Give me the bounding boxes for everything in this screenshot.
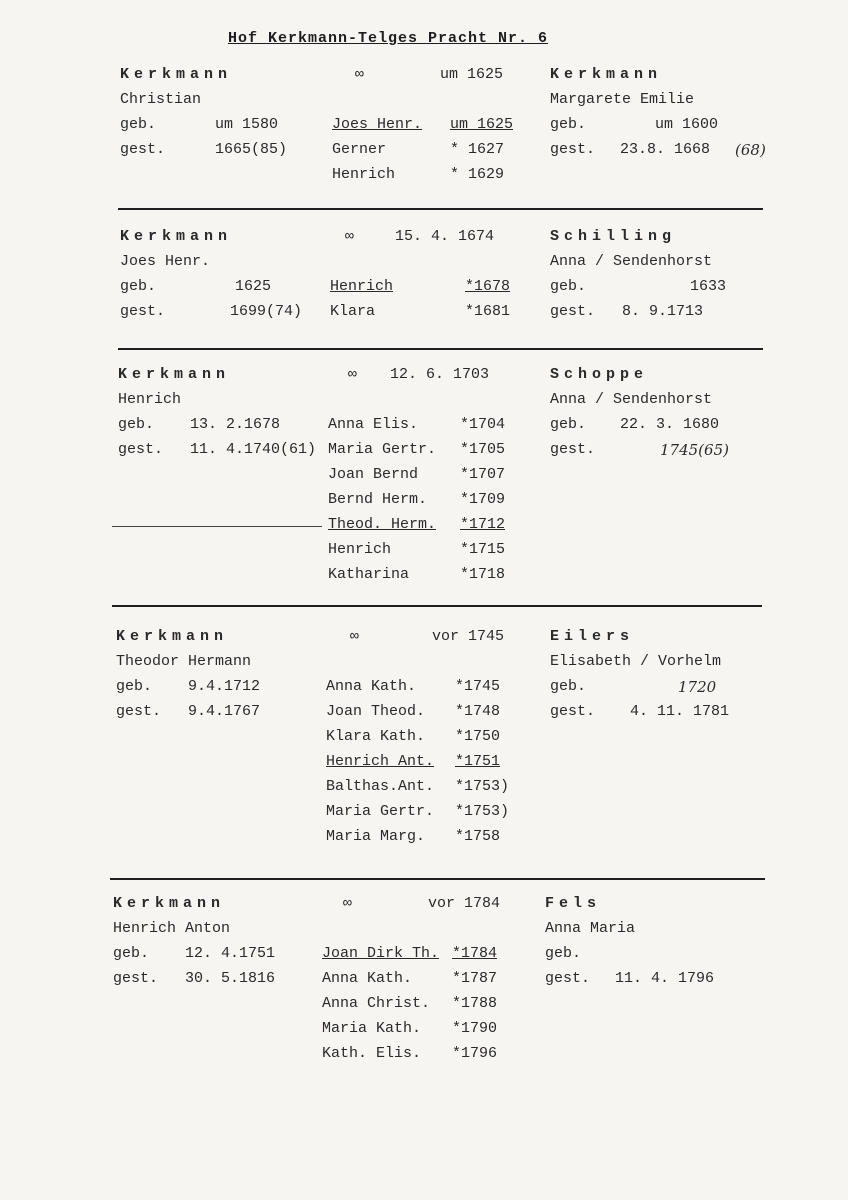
child-date: *1709 — [460, 491, 506, 508]
husband-died-label: gest. — [116, 703, 162, 720]
wife-died: 11. 4. 1796 — [615, 970, 715, 987]
husband-died-label: gest. — [118, 441, 164, 458]
wife-given: Elisabeth / Vorhelm — [550, 653, 722, 670]
child-date: *1758 — [455, 828, 501, 845]
child-name: Joan Bernd — [328, 466, 419, 483]
child-name: Anna Kath. — [326, 678, 417, 695]
wife-surname: Schilling — [550, 228, 677, 245]
husband-born: um 1580 — [215, 116, 279, 133]
wife-died: 23.8. 1668 — [620, 141, 711, 158]
child-name: Anna Kath. — [322, 970, 413, 987]
marriage-date: 15. 4. 1674 — [395, 228, 495, 245]
child-date: *1750 — [455, 728, 501, 745]
wife-born-label: geb. — [550, 678, 587, 695]
child-date: *1745 — [455, 678, 501, 695]
husband-born-label: geb. — [116, 678, 153, 695]
child-name: Katharina — [328, 566, 410, 583]
husband-given: Henrich Anton — [113, 920, 231, 937]
wife-died-label: gest. — [550, 703, 596, 720]
husband-born-label: geb. — [113, 945, 150, 962]
husband-surname: Kerkmann — [116, 628, 229, 645]
wife-born-label: geb. — [550, 416, 587, 433]
child-name: Bernd Herm. — [328, 491, 428, 508]
husband-died: 11. 4.1740(61) — [190, 441, 317, 458]
child-date: *1681 — [465, 303, 511, 320]
wife-born: 1720 — [678, 678, 717, 696]
child-name: Henrich — [332, 166, 396, 183]
section-divider — [110, 878, 765, 880]
child-date: *1748 — [455, 703, 501, 720]
wife-died: 4. 11. 1781 — [630, 703, 730, 720]
child-date: * 1629 — [450, 166, 505, 183]
wife-born-label: geb. — [545, 945, 582, 962]
husband-born: 1625 — [235, 278, 272, 295]
husband-surname: Kerkmann — [113, 895, 226, 912]
child-date: *1790 — [452, 1020, 498, 1037]
child-date: *1787 — [452, 970, 498, 987]
husband-given: Christian — [120, 91, 202, 108]
wife-given: Anna Maria — [545, 920, 636, 937]
marriage-symbol: ∞ — [345, 228, 355, 245]
child-date: *1751 — [455, 753, 501, 770]
section-divider — [118, 348, 763, 350]
husband-born: 9.4.1712 — [188, 678, 261, 695]
marriage-date: um 1625 — [440, 66, 504, 83]
child-name: Joes Henr. — [332, 116, 423, 133]
wife-died-label: gest. — [550, 303, 596, 320]
child-date: *1712 — [460, 516, 506, 533]
husband-born: 13. 2.1678 — [190, 416, 281, 433]
husband-born-label: geb. — [118, 416, 155, 433]
marriage-symbol: ∞ — [355, 66, 365, 83]
husband-given: Joes Henr. — [120, 253, 211, 270]
child-name: Theod. Herm. — [328, 516, 437, 533]
marriage-date: vor 1784 — [428, 895, 501, 912]
husband-died: 30. 5.1816 — [185, 970, 276, 987]
child-date: *1784 — [452, 945, 498, 962]
child-date: *1753) — [455, 803, 510, 820]
wife-surname: Eilers — [550, 628, 635, 645]
husband-died: 1699(74) — [230, 303, 303, 320]
husband-died: 1665(85) — [215, 141, 288, 158]
child-date: *1705 — [460, 441, 506, 458]
child-name: Balthas.Ant. — [326, 778, 435, 795]
husband-died-label: gest. — [120, 303, 166, 320]
wife-surname: Kerkmann — [550, 66, 663, 83]
child-name: Kath. Elis. — [322, 1045, 422, 1062]
child-name: Henrich — [328, 541, 392, 558]
husband-surname: Kerkmann — [120, 228, 233, 245]
child-date: *1788 — [452, 995, 498, 1012]
husband-died-label: gest. — [120, 141, 166, 158]
wife-died-label: gest. — [550, 141, 596, 158]
marriage-date: vor 1745 — [432, 628, 505, 645]
child-date: *1753) — [455, 778, 510, 795]
child-name: Klara Kath. — [326, 728, 426, 745]
section-divider — [112, 605, 762, 607]
wife-died-label: gest. — [545, 970, 591, 987]
husband-given: Theodor Hermann — [116, 653, 252, 670]
child-date: * 1627 — [450, 141, 505, 158]
marriage-date: 12. 6. 1703 — [390, 366, 490, 383]
section-divider — [118, 208, 763, 210]
child-name: Maria Gertr. — [328, 441, 437, 458]
page-title: Hof Kerkmann-Telges Pracht Nr. 6 — [228, 30, 549, 47]
child-name: Gerner — [332, 141, 387, 158]
child-name: Maria Gertr. — [326, 803, 435, 820]
child-name: Anna Christ. — [322, 995, 431, 1012]
wife-born: um 1600 — [655, 116, 719, 133]
husband-died-label: gest. — [113, 970, 159, 987]
wife-given: Anna / Sendenhorst — [550, 253, 713, 270]
wife-surname: Fels — [545, 895, 602, 912]
child-name: Joan Theod. — [326, 703, 426, 720]
wife-died: 1745(65) — [660, 441, 729, 459]
wife-born-label: geb. — [550, 116, 587, 133]
child-name: Joan Dirk Th. — [322, 945, 440, 962]
child-name: Maria Marg. — [326, 828, 426, 845]
child-name: Anna Elis. — [328, 416, 419, 433]
child-date: *1796 — [452, 1045, 498, 1062]
wife-born: 22. 3. 1680 — [620, 416, 720, 433]
child-date: *1707 — [460, 466, 506, 483]
wife-died-note: (68) — [735, 141, 766, 159]
child-name: Maria Kath. — [322, 1020, 422, 1037]
child-name: Henrich Ant. — [326, 753, 435, 770]
section-divider — [112, 526, 322, 527]
husband-given: Henrich — [118, 391, 182, 408]
husband-surname: Kerkmann — [120, 66, 233, 83]
husband-born-label: geb. — [120, 278, 157, 295]
wife-born-label: geb. — [550, 278, 587, 295]
wife-surname: Schoppe — [550, 366, 649, 383]
husband-born: 12. 4.1751 — [185, 945, 276, 962]
wife-died: 8. 9.1713 — [622, 303, 704, 320]
wife-born: 1633 — [690, 278, 727, 295]
husband-died: 9.4.1767 — [188, 703, 261, 720]
marriage-symbol: ∞ — [343, 895, 353, 912]
marriage-symbol: ∞ — [350, 628, 360, 645]
child-name: Klara — [330, 303, 376, 320]
child-date: *1718 — [460, 566, 506, 583]
wife-died-label: gest. — [550, 441, 596, 458]
child-date: *1678 — [465, 278, 511, 295]
husband-surname: Kerkmann — [118, 366, 231, 383]
marriage-symbol: ∞ — [348, 366, 358, 383]
child-date: *1704 — [460, 416, 506, 433]
child-date: um 1625 — [450, 116, 514, 133]
wife-given: Anna / Sendenhorst — [550, 391, 713, 408]
child-name: Henrich — [330, 278, 394, 295]
husband-born-label: geb. — [120, 116, 157, 133]
wife-given: Margarete Emilie — [550, 91, 695, 108]
child-date: *1715 — [460, 541, 506, 558]
